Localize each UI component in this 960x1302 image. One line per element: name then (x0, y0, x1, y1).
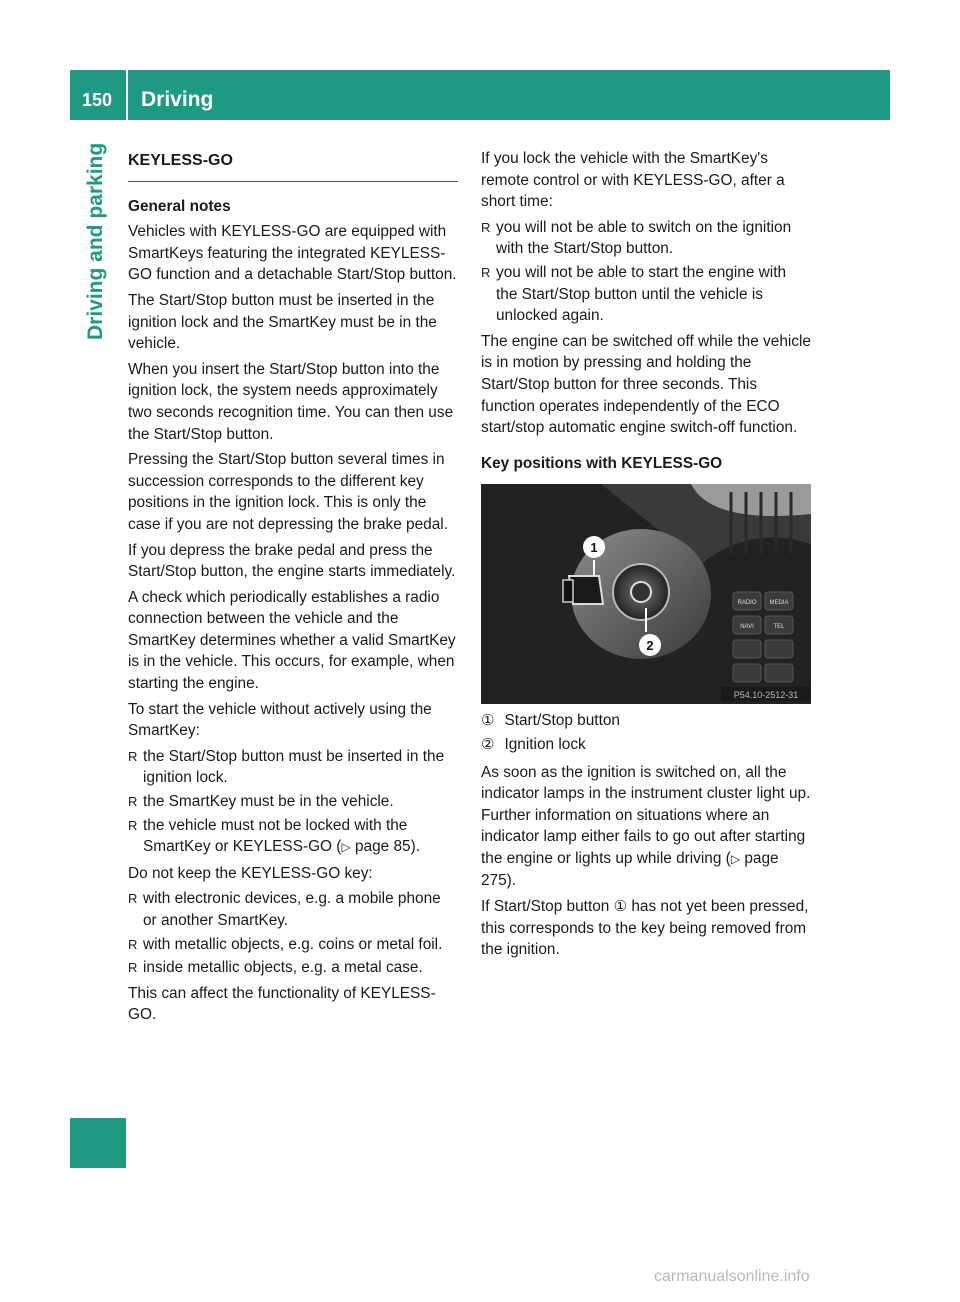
watermark: carmanualsonline.info (654, 1268, 810, 1285)
list-item: R with electronic devices, e.g. a mobile phone or another SmartKey. (128, 890, 441, 929)
list-item: R the SmartKey must be in the vehicle. (128, 791, 458, 813)
section-title: KEYLESS-GO (128, 150, 458, 182)
right-column (481, 148, 811, 965)
page-number: 150 (82, 90, 113, 110)
paragraph: Do not keep the KEYLESS-GO key: (128, 864, 373, 882)
left-column (128, 148, 458, 1030)
list-item: R with metallic objects, e.g. coins or metal foil. (128, 934, 458, 956)
page-ref-arrow-icon: ▷ (341, 840, 351, 855)
svg-text:2: 2 (646, 638, 654, 654)
paragraph: If you lock the vehicle with the SmartKey's remote control or with KEYLESS-GO, after a short time: (481, 150, 785, 211)
caption-text: Start/Stop button (504, 712, 620, 730)
list-item: R you will not be able to switch on the ignition with the Start/Stop button. (481, 218, 792, 258)
bullet-icon: R (128, 960, 138, 976)
paragraph: Pressing the Start/Stop button several times in succession corresponds to the different key positions in the ignition lock. This is only the case if you are not depressing the brake pedal. (128, 451, 448, 533)
bullet-icon: R (128, 936, 138, 952)
caption-text: Ignition lock (504, 735, 586, 753)
figure-caption-2 (481, 734, 811, 756)
chapter-title: Driving (141, 88, 214, 111)
callout-1-icon: ① (481, 712, 495, 730)
bullet-icon: R (481, 264, 491, 280)
media-button-label: MEDIA (769, 600, 789, 607)
paragraph: A check which periodically establishes a radio connection between the vehicle and the SmartKey determines whether a valid SmartKey is in the vehicle. This occurs, for example, when starting the engine. (128, 588, 456, 693)
figure-code: P54.10-2512-31 (733, 690, 799, 701)
page-reference-link[interactable]: page 85). (354, 838, 420, 856)
callout-2-icon: ② (481, 735, 495, 753)
callout-1-icon: ① (613, 898, 628, 916)
subheading-general-notes: General notes (128, 197, 231, 215)
list-item: R inside metallic objects, e.g. a metal case. (128, 957, 458, 979)
paragraph: If you depress the brake pedal and press the Start/Stop button, the engine starts immediately. (128, 541, 456, 581)
bullet-icon: R (481, 219, 491, 235)
page-ref-arrow-icon: ▷ (730, 851, 741, 866)
bullet-list (128, 888, 458, 978)
bullet-list (128, 746, 458, 859)
list-item: R you will not be able to start the engine with the Start/Stop button until the vehicle is unlocked again. (481, 263, 787, 325)
side-tab-marker (70, 1118, 126, 1168)
tel-button-label: TEL (773, 624, 785, 631)
svg-text:1: 1 (590, 540, 598, 556)
list-item: R the vehicle must not be locked with the SmartKey or KEYLESS-GO (▷ page 85). (128, 816, 420, 856)
bullet-icon: R (128, 891, 138, 907)
paragraph: To start the vehicle without actively using the SmartKey: (128, 700, 432, 740)
bullet-icon: R (128, 817, 138, 833)
side-section-label: Driving and parking (84, 142, 107, 340)
bullet-icon: R (128, 748, 138, 764)
ignition-figure (481, 484, 811, 704)
header-divider (126, 70, 128, 120)
paragraph: This can affect the functionality of KEYLESS-GO. (128, 984, 436, 1024)
bullet-list (481, 217, 811, 327)
paragraph: If Start/Stop button ① has not yet been pressed, this corresponds to the key being removed from the ignition. (481, 898, 809, 959)
figure-caption-1 (481, 710, 811, 732)
page-reference-link[interactable]: page 275). (481, 849, 779, 890)
paragraph: The Start/Stop button must be inserted in the ignition lock and the SmartKey must be in the vehicle. (128, 291, 437, 353)
paragraph: Vehicles with KEYLESS-GO are equipped with SmartKeys featuring the integrated KEYLESS-GO function and a detachable Start/Stop button. (128, 223, 457, 284)
subheading-key-positions: Key positions with KEYLESS-GO (481, 454, 723, 472)
paragraph: The engine can be switched off while the vehicle is in motion by pressing and holding the Start/Stop button for three seconds. This function operates independently of the ECO start/stop automatic engine switch-off function. (481, 332, 811, 437)
bullet-icon: R (128, 794, 138, 810)
radio-button-label: RADIO (737, 600, 757, 607)
paragraph: As soon as the ignition is switched on, all the indicator lamps in the instrument cluster light up. Further information on situations where an indicator lamp either fails to go out after starting the engine or lights up while driving (▷ page 275). (481, 763, 811, 890)
ignition-illustration (481, 484, 811, 704)
list-item: R the Start/Stop button must be inserted in the ignition lock. (128, 747, 445, 787)
paragraph: When you insert the Start/Stop button into the ignition lock, the system needs approximately two seconds recognition time. You can then use the Start/Stop button. (128, 360, 454, 443)
navi-button-label: NAVI (740, 624, 754, 631)
